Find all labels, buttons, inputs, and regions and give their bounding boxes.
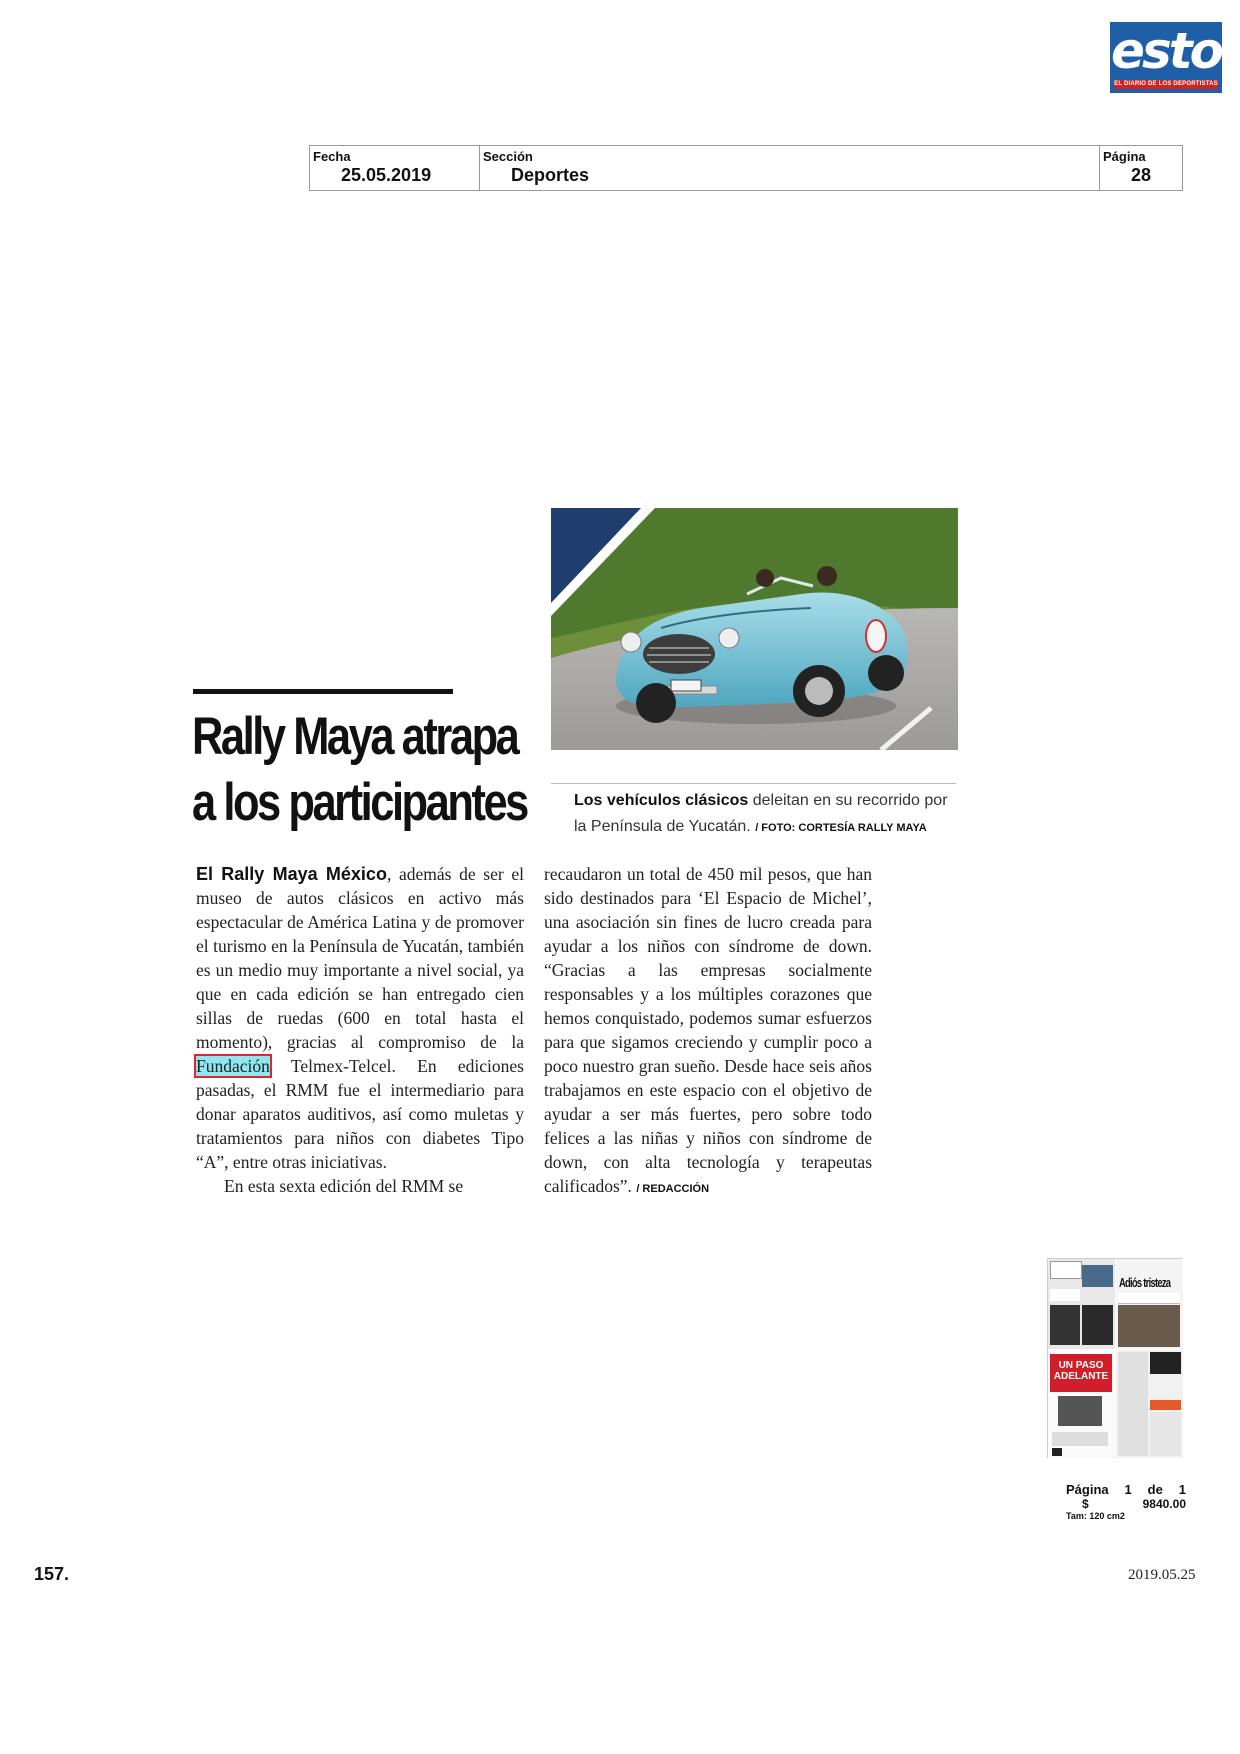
logo-tagline: EL DIARIO DE LOS DEPORTISTAS (1114, 81, 1218, 87)
paragraph-1 (196, 862, 524, 1174)
seccion-cell (480, 146, 1100, 190)
body-3: recaudaron un total de 450 mil pesos, que han sido destinados para ‘El Espacio de Michel’, una asociación sin fines de lucro creada para ayudar a los niños con síndrome de down. “Gracias a las empresas socialmente responsables y a los múltiples corazones que hemos conquistado, podemos sumar esfuerzos para que sigamos creciendo y cumplir poco a poco nuestro gran sueño. Desde hace seis años trabajamos en este espacio con el objetivo de ayudar a ser más fuertes, pero sobre todo felices a las niñas y niños con síndrome de down, con alta tecnología y terapeutas calificados”. (544, 864, 872, 1196)
headline-line-1: Rally Maya atrapa (192, 707, 518, 766)
clip-number: 157. (34, 1564, 70, 1584)
caption-rule (551, 783, 956, 784)
page-info-row (1066, 1482, 1186, 1497)
thumb-quadrant-2 (1116, 1259, 1183, 1349)
page-info-de: de (1147, 1482, 1163, 1497)
thumb-quadrant-4 (1116, 1350, 1183, 1458)
headline-rule (193, 689, 453, 694)
page-info-total: 1 (1178, 1482, 1186, 1497)
pagina-label: Página (1103, 149, 1146, 164)
clipping-header (309, 145, 1183, 191)
amount: 9840.00 (1142, 1497, 1186, 1511)
caption-bold: Los vehículos clásicos (574, 792, 749, 809)
fecha-label: Fecha (313, 149, 351, 164)
fecha-value: 25.05.2019 (341, 165, 432, 185)
classic-car-photo (551, 508, 958, 750)
pagina-value: 28 (1130, 165, 1151, 185)
size-row: Tam: 120 cm2 (1066, 1511, 1125, 1521)
lead-bold: El Rally Maya México (196, 864, 387, 884)
article-column-1 (196, 862, 524, 1198)
paragraph-3 (544, 862, 872, 1201)
page-info-num: 1 (1124, 1482, 1132, 1497)
esto-logo (1110, 22, 1222, 93)
pagina-cell (1100, 146, 1182, 190)
page-info-label: Página (1066, 1482, 1109, 1497)
page-info (1066, 1482, 1186, 1521)
body-1b: Telmex-Telcel. En ediciones pasadas, el RMM fue el intermediario para donar aparatos auditivos, así como muletas y tratamientos para niños con diabetes Tipo “A”, entre otras iniciativas. (196, 1056, 524, 1172)
article-headline (192, 704, 527, 836)
page-thumbnail (1047, 1258, 1182, 1458)
article-column-2 (544, 862, 872, 1201)
currency: $ (1082, 1497, 1089, 1511)
logo-word: esto (1111, 22, 1221, 80)
headline-line-2: a los participantes (192, 773, 527, 832)
thumb-title: Adiós tristeza (1119, 1275, 1171, 1290)
thumb-quadrant-1 (1048, 1259, 1115, 1349)
seccion-label: Sección (483, 149, 533, 164)
thumb-promo: UN PASO ADELANTE (1050, 1354, 1112, 1392)
paragraph-2: En esta sexta edición del RMM se (224, 1176, 464, 1196)
body-1a: , además de ser el museo de autos clásicos en activo más espectacular de América Latina y de promover el turismo en la Península de Yucatán, también es un medio muy importante a nivel social, ya que en cada edición se han entregado cien sillas de ruedas (600 en total hasta el momento), gracias al compromiso de la (196, 864, 524, 1052)
byline: / REDACCIÓN (636, 1183, 710, 1195)
fecha-cell (310, 146, 480, 190)
caption-text: deleitan en su recorrido por la Península de Yucatán. (574, 792, 948, 835)
article-photo (551, 508, 958, 750)
seccion-value: Deportes (511, 165, 590, 185)
caption-credit: / FOTO: CORTESÍA RALLY MAYA (755, 822, 927, 834)
clip-date: 2019.05.25 (1128, 1567, 1196, 1583)
price-row (1066, 1497, 1186, 1511)
photo-caption (574, 788, 964, 841)
highlighted-term: Fundación (196, 1056, 270, 1076)
